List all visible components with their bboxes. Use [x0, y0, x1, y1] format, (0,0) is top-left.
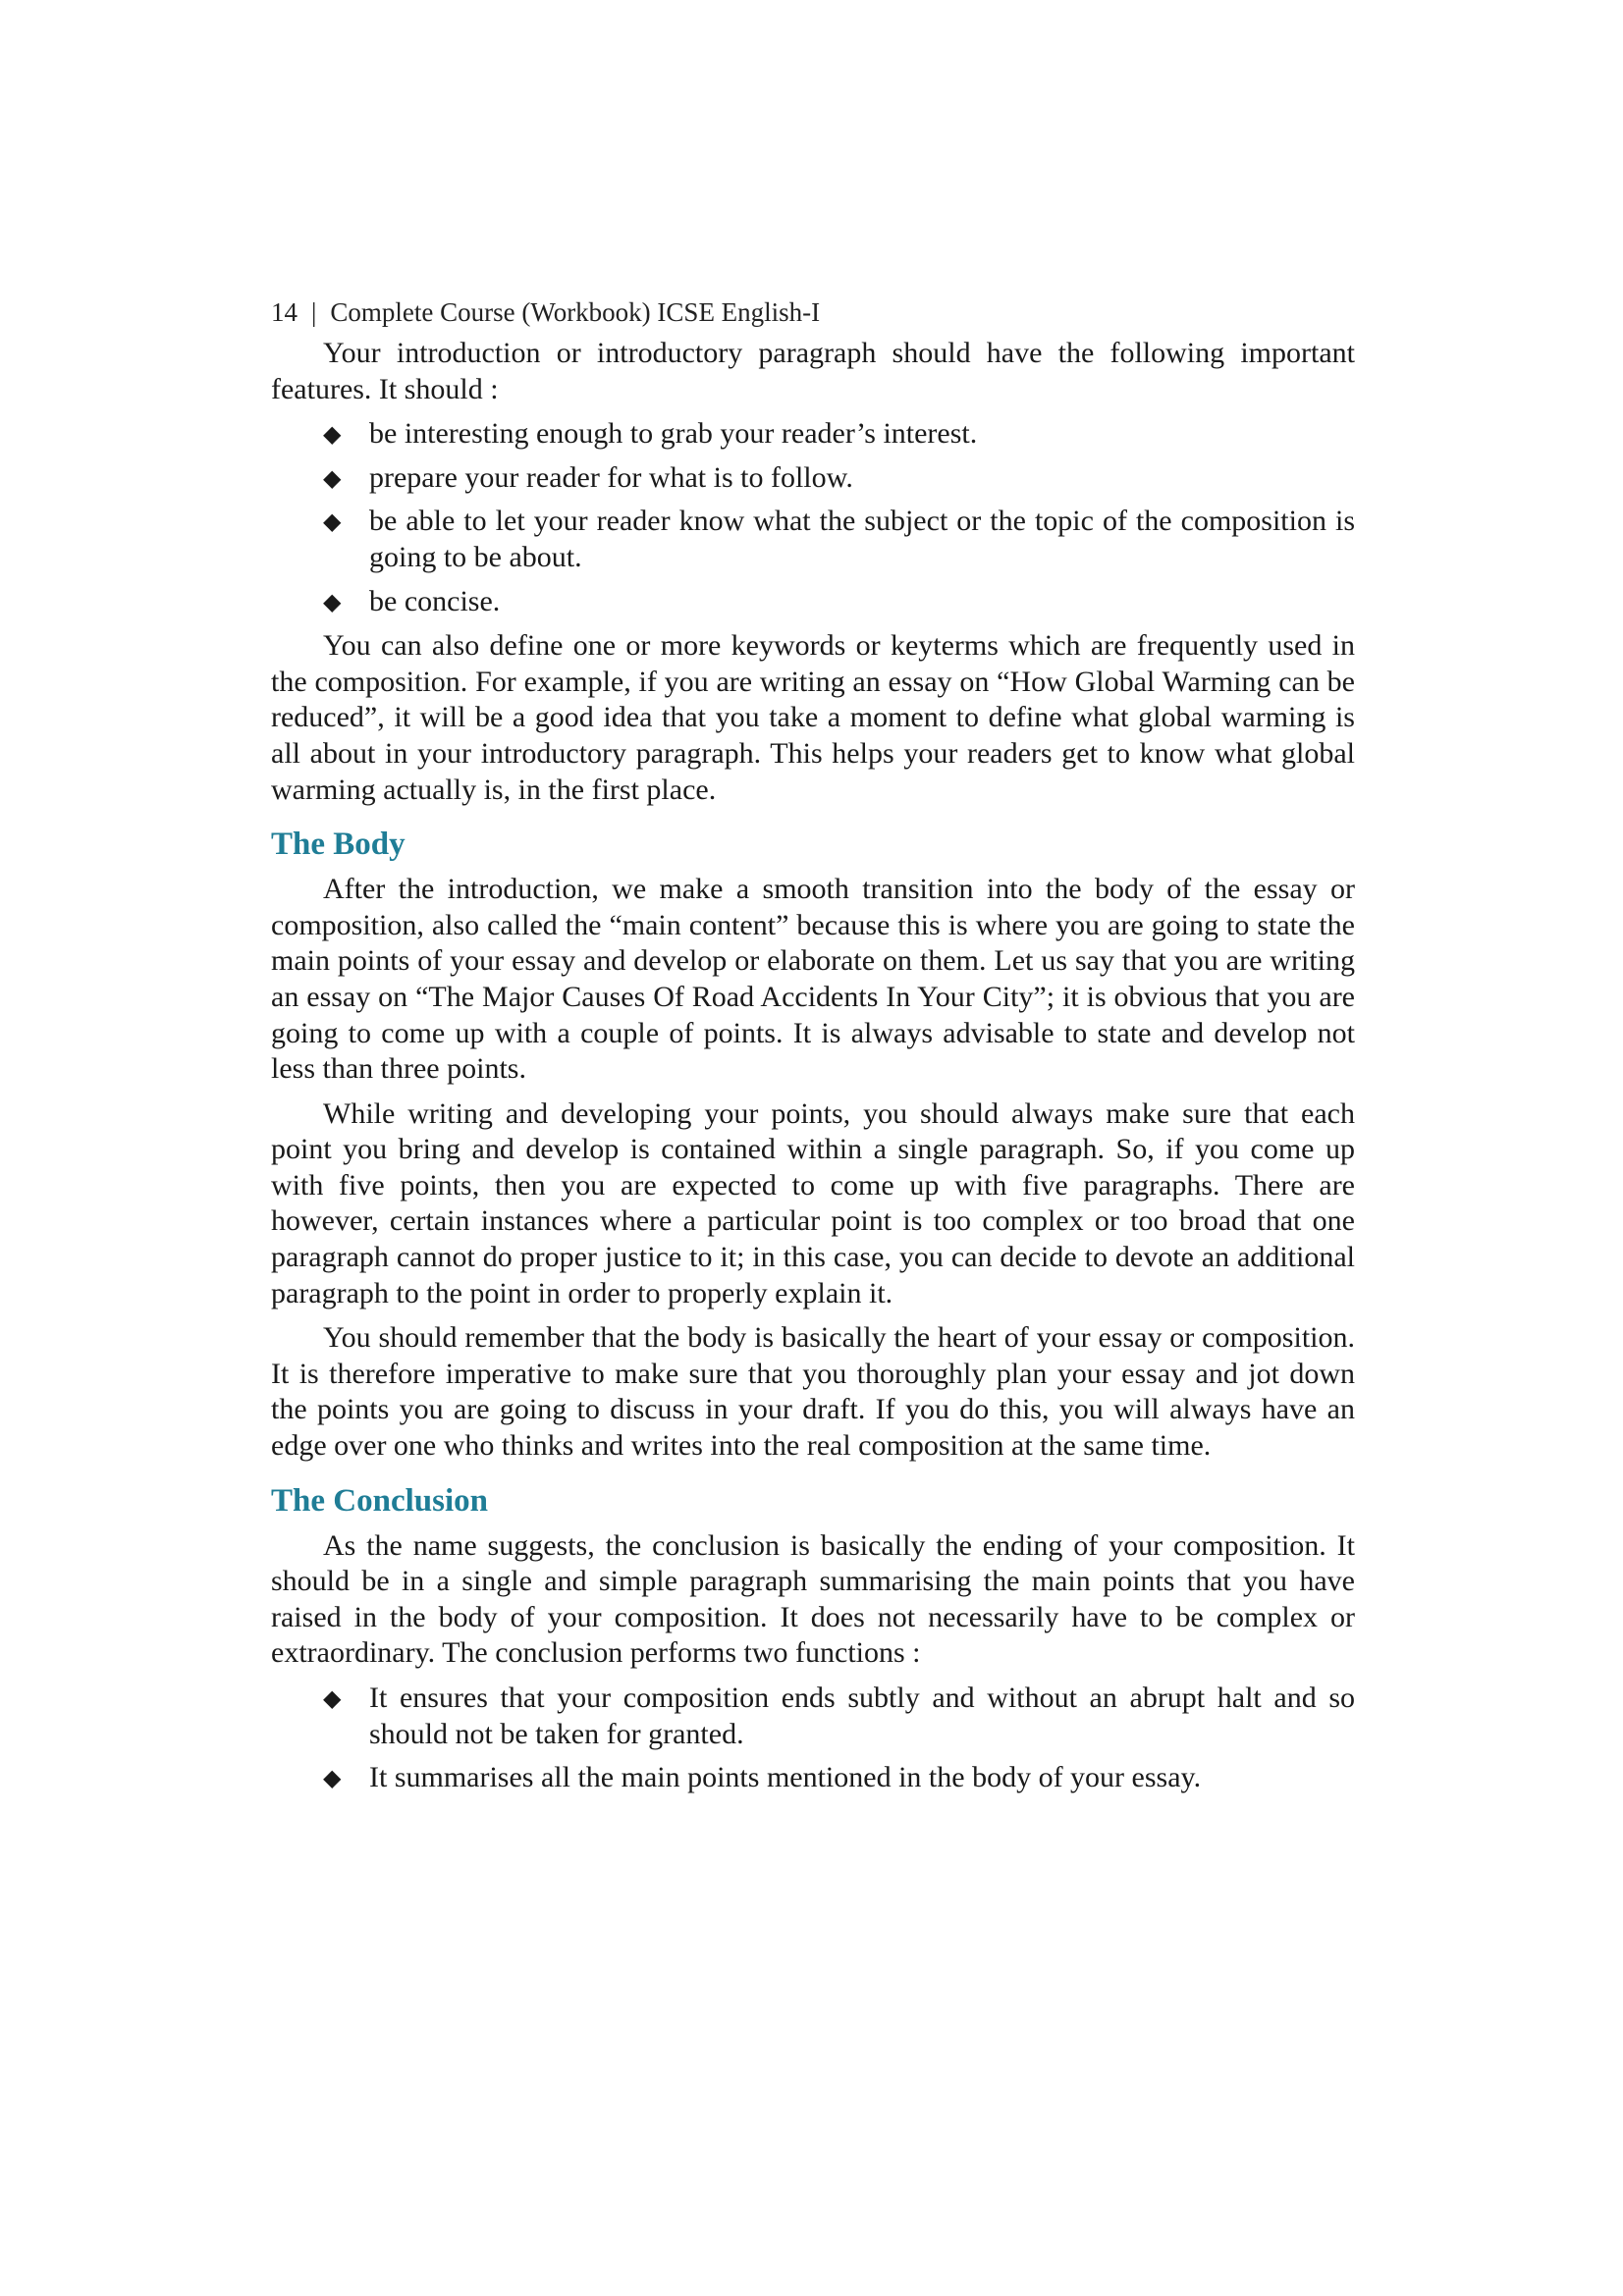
black-diamond-icon: ◆ — [323, 420, 342, 449]
section-heading-body: The Body — [271, 827, 406, 863]
running-head — [271, 293, 1355, 332]
section-heading-conclusion: The Conclusion — [271, 1482, 488, 1519]
body-paragraph-1: After the introduction, we make a smooth transition into the body of the essay or composition, also called the “main content” because this is where you are going to state the main points of your essay and develop or elaborate on them. Let us say that you are writing an essay on “The Major Causes Of Road Accidents In Your City”; it is obvious that you are going to come up with a couple of points. It is always advisable to state and develop not less than three points. — [271, 873, 1355, 1086]
body-paragraph-3: You should remember that the body is basically the heart of your essay or composition. It is therefore imperative to make sure that you thoroughly plan your essay and jot down the points you are going to discuss in your draft. If you do this, you will always have an edge over one who thinks and writes into the real composition at the same time. — [271, 1321, 1355, 1463]
list-item-text: It ensures that your composition ends subtly and without an abrupt halt and so should not be taken for granted. — [369, 1682, 1355, 1750]
list-item — [271, 416, 1355, 453]
list-item-text: be concise. — [369, 584, 501, 617]
book-title: Complete Course (Workbook) ICSE English-I — [330, 297, 821, 327]
black-diamond-icon: ◆ — [323, 463, 342, 492]
black-diamond-icon: ◆ — [323, 1764, 342, 1792]
list-item — [271, 1760, 1355, 1796]
intro-feature-list — [271, 416, 1355, 619]
list-item-text: It summarises all the main points mentioned in the body of your essay. — [369, 1761, 1202, 1794]
body-paragraph-2: While writing and developing your points, you should always make sure that each point you bring and develop is contained within a single paragraph. So, if you come up with five points, then you are expected to come up with five paragraphs. There are however, certain instances where a particular point is too complex or too broad that one paragraph cannot do proper justice to it; in this case, you can decide to devote an additional paragraph to the point in order to properly explain it. — [271, 1096, 1355, 1309]
list-item — [271, 584, 1355, 620]
list-item — [271, 460, 1355, 497]
black-diamond-icon: ◆ — [323, 507, 342, 536]
list-item-text: be able to let your reader know what the subject or the topic of the composition is going to be about. — [369, 505, 1355, 573]
black-diamond-icon: ◆ — [323, 587, 342, 615]
list-item-text: be interesting enough to grab your reader’s interest. — [369, 417, 978, 451]
intro-lead-paragraph: Your introduction or introductory paragraph should have the following important features. It should : — [271, 337, 1355, 405]
page — [271, 293, 1355, 1805]
keywords-paragraph: You can also define one or more keywords or keyterms which are frequently used in the composition. For example, if you are writing an essay on “How Global Warming can be reduced”, it will be a good idea that you take a moment to define what global warming is all about in your introductory paragraph. This helps your readers get to know what global warming actually is, in the first place. — [271, 629, 1355, 806]
list-item-text: prepare your reader for what is to follow. — [369, 460, 853, 494]
conclusion-function-list — [271, 1681, 1355, 1796]
page-number: 14 — [271, 297, 298, 327]
list-item — [271, 1681, 1355, 1752]
list-item — [271, 504, 1355, 575]
header-separator: | — [311, 297, 317, 327]
conclusion-lead-paragraph: As the name suggests, the conclusion is basically the ending of your composition. It should be in a single and simple paragraph summarising the main points that you have raised in the body of your composition. It does not necessarily have to be complex or extraordinary. The conclusion performs two functions : — [271, 1528, 1355, 1670]
black-diamond-icon: ◆ — [323, 1684, 342, 1712]
